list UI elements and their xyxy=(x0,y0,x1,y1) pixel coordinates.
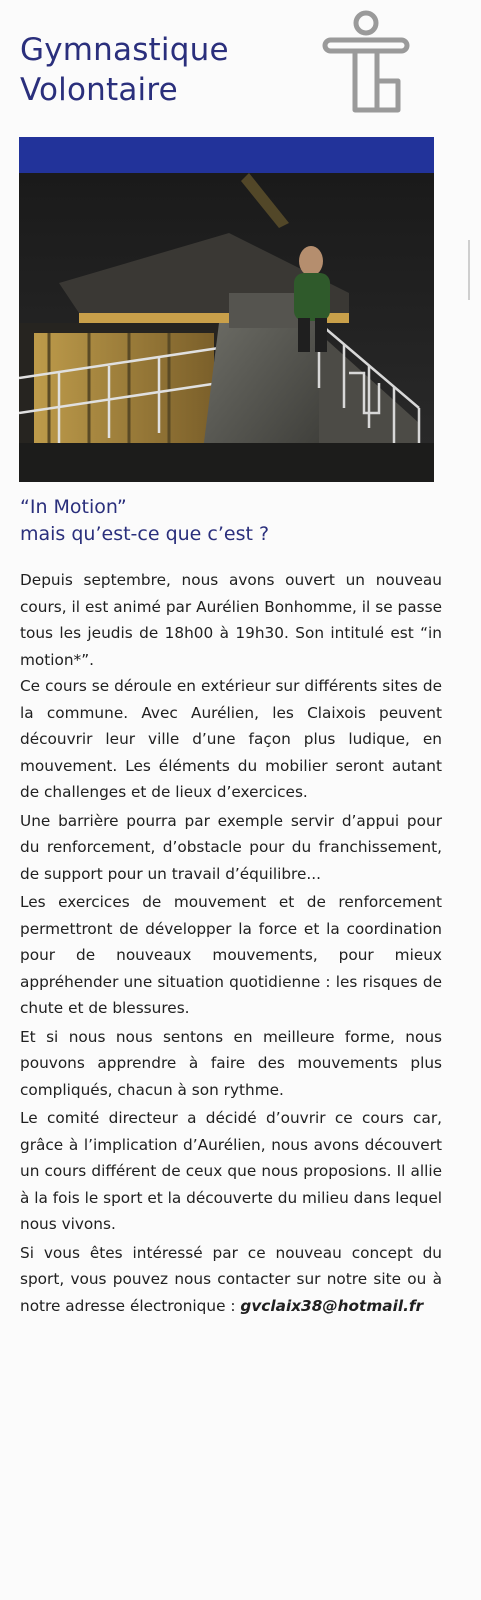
subtitle-line-1: “In Motion” xyxy=(20,496,127,518)
article-subtitle xyxy=(20,494,269,548)
paragraph-1: Depuis septembre, nous avons ouvert un nouveau cours, il est animé par Aurélien Bonhomme, il se passe tous les jeudis de 18h00 à 19h30. Son intitulé est “in motion*”. xyxy=(20,571,442,669)
email-address[interactable]: gvclaix38@hotmail.fr xyxy=(240,1296,424,1315)
paragraph-4: Les exercices de mouvement et de renforcement permettront de développer la force et la coordination pour de nouveaux mouvements, pour mieux appréhender une situation quotidienne : les risques de chute et de blessures. xyxy=(20,893,442,1017)
article-photo xyxy=(19,137,434,482)
title-line-2: Volontaire xyxy=(20,72,178,108)
photo-color-band xyxy=(19,137,434,173)
page-edge-mark xyxy=(468,240,470,300)
paragraph-5: Et si nous nous sentons en meilleure forme, nous pouvons apprendre à faire des mouvements plus compliqués, chacun à son rythme. xyxy=(20,1027,442,1099)
paragraph-2: Ce cours se déroule en extérieur sur différents sites de la commune. Avec Aurélien, les Claixois peuvent découvrir leur ville d’une façon plus ludique, en mouvement. Les éléments du mobilier seront autant de challenges et de lieux d’exercices. xyxy=(20,677,442,801)
contact-text: Si vous êtes intéressé par ce nouveau concept du sport, vous pouvez nous contacter sur notre site ou à notre adresse électronique : xyxy=(20,1243,442,1315)
paragraph-6: Le comité directeur a décidé d’ouvrir ce cours car, grâce à l’implication d’Aurélien, nous avons découvert un cours différent de ceux que nous proposions. Il allie à la fois le sport et la découverte du milieu dans lequel nous vivons. xyxy=(20,1109,442,1233)
subtitle-line-2: mais qu’est-ce que c’est ? xyxy=(20,523,270,545)
article-body xyxy=(20,567,442,1319)
gymnast-pictogram-icon xyxy=(320,6,412,116)
paragraph-3: Une barrière pourra par exemple servir d’appui pour du renforcement, d’obstacle pour du franchissement, de support pour un travail d’équilibre... xyxy=(20,811,442,883)
title-line-1: Gymnastique xyxy=(20,32,229,68)
paragraph-7 xyxy=(20,1240,442,1320)
page-title xyxy=(20,30,229,110)
outdoor-stairs-photo xyxy=(19,173,434,482)
